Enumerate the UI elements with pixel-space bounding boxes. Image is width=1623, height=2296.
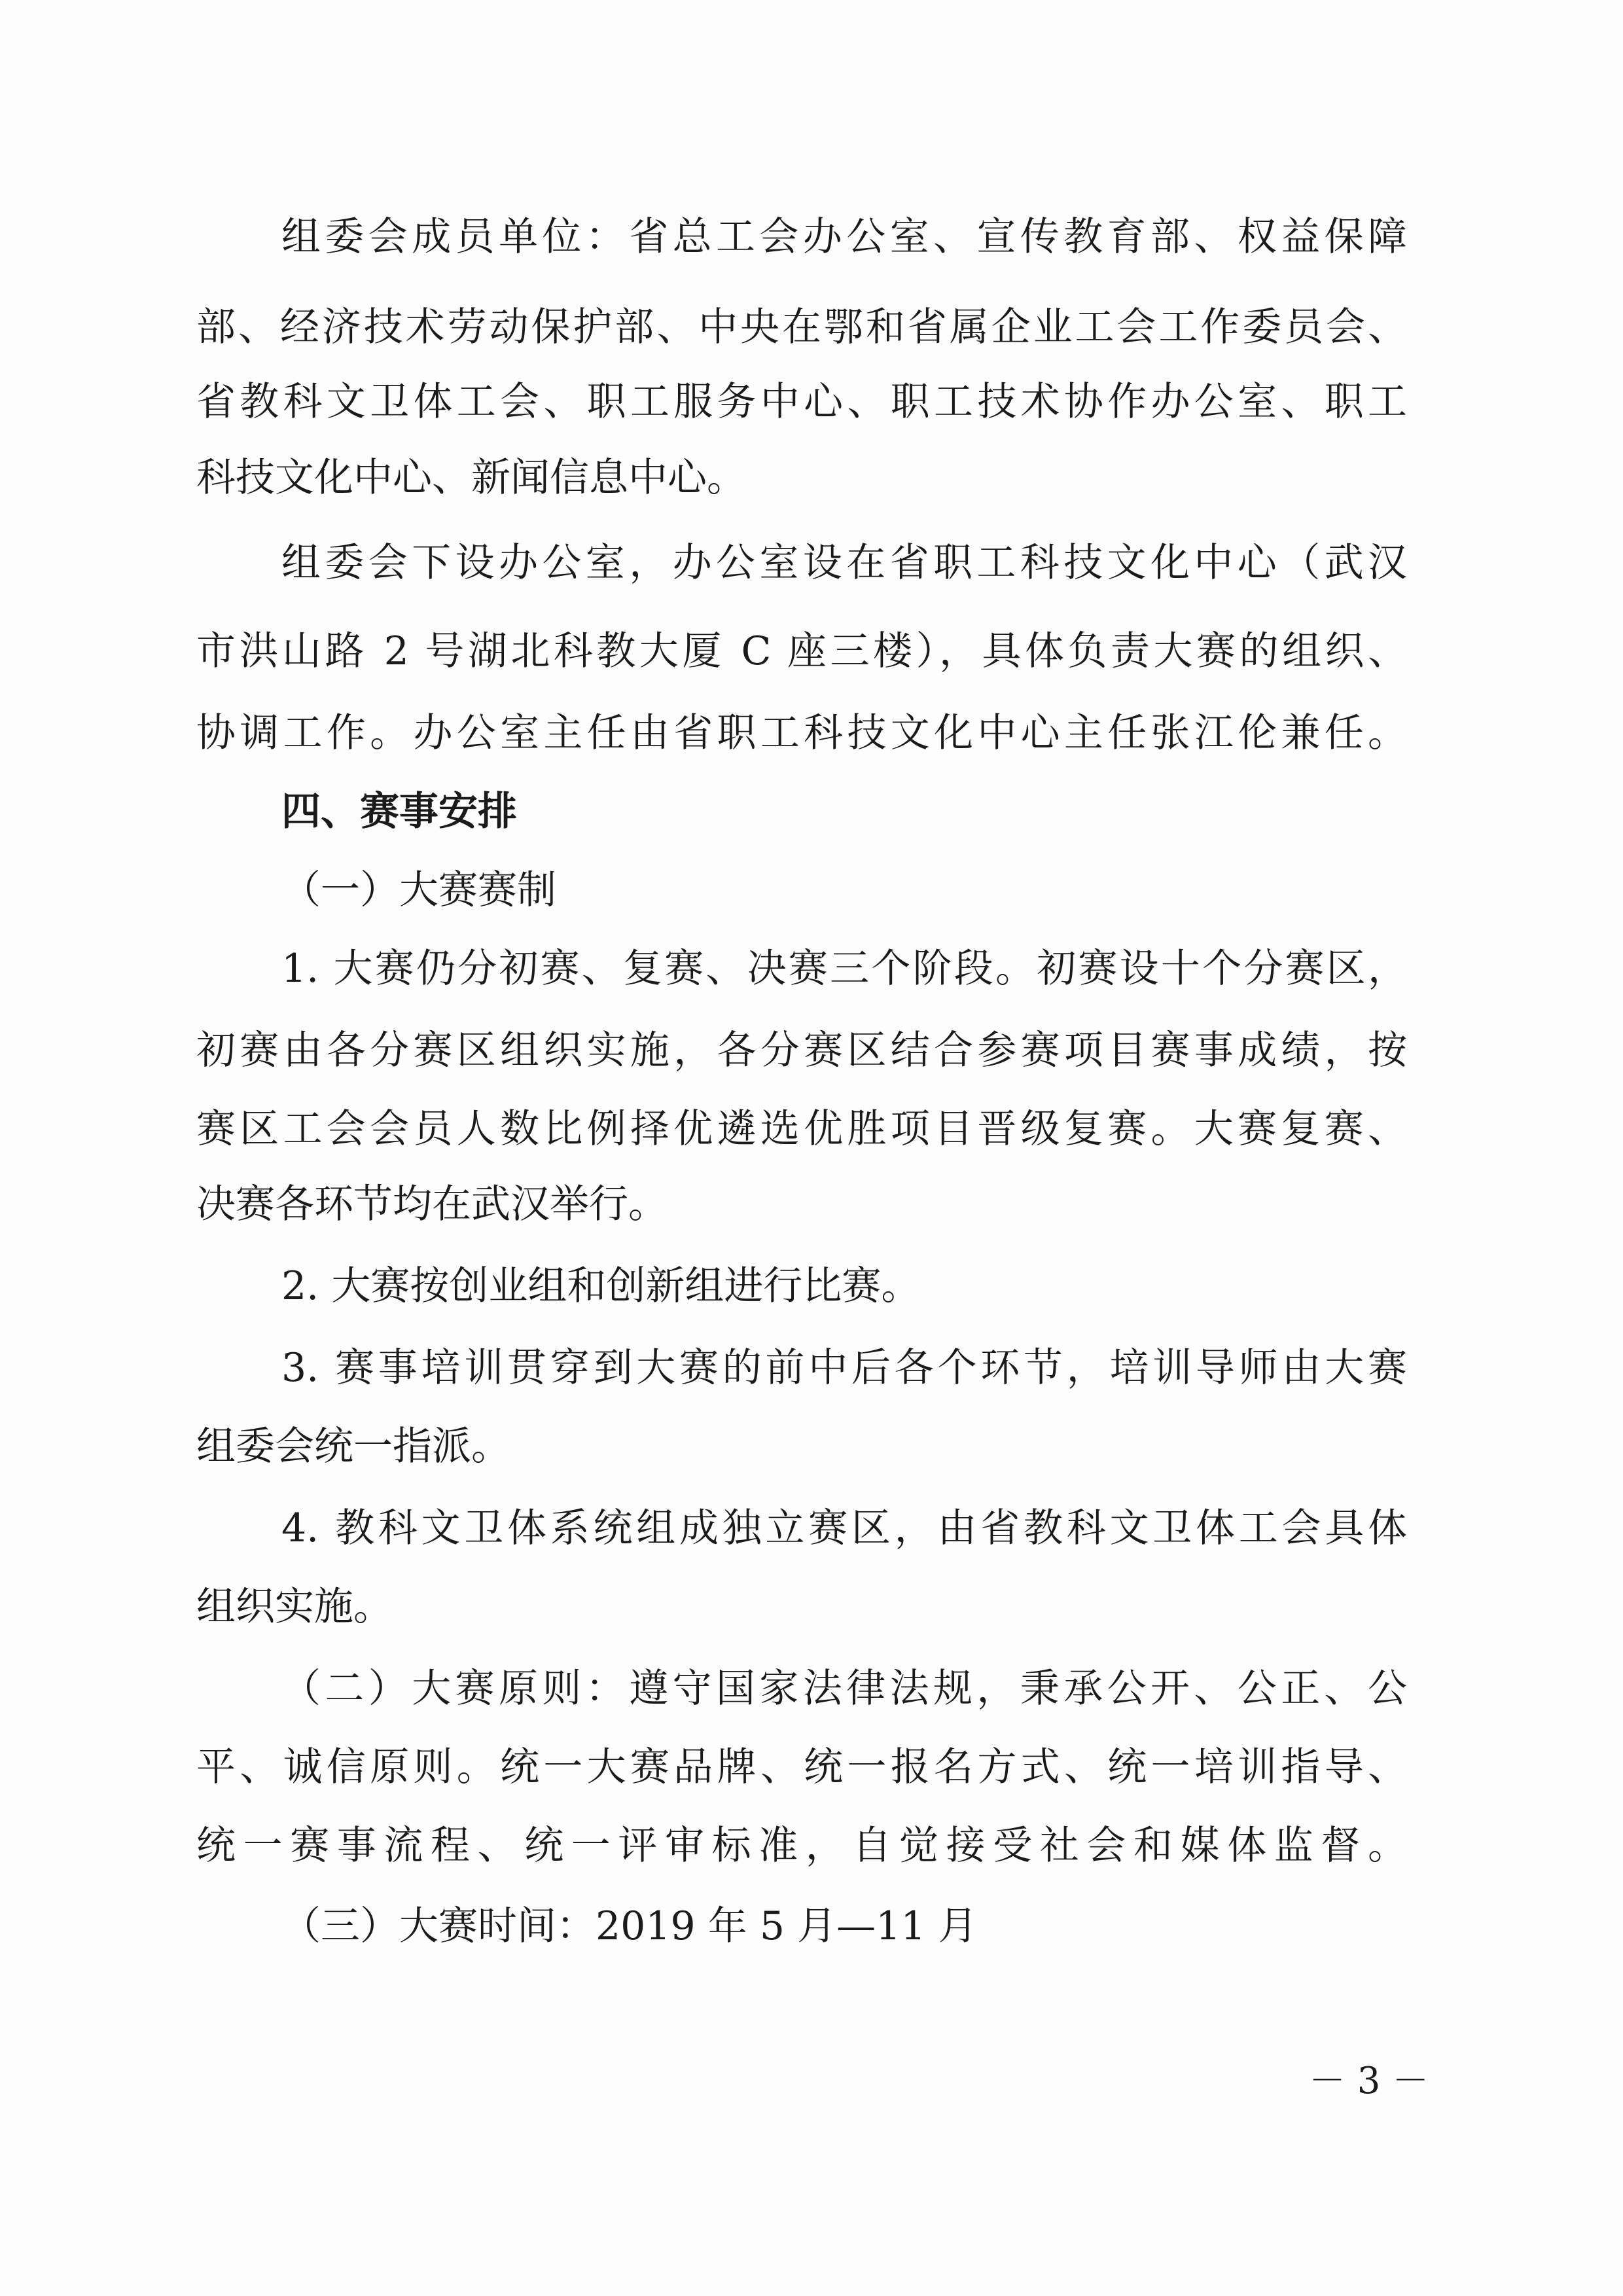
- item-1-line-1: 1. 大赛仍分初赛、复赛、决赛三个阶段。初赛设十个分赛区，: [281, 946, 1407, 992]
- subsection-3-line: （三）大赛时间：2019 年 5 月—11 月: [281, 1903, 978, 1949]
- members-paragraph-line-3: 省教科文卫体工会、职工服务中心、职工技术协作办公室、职工: [196, 379, 1407, 425]
- page-number: － 3 －: [1309, 2060, 1429, 2102]
- item-1-line-2: 初赛由各分赛区组织实施，各分赛区结合参赛项目赛事成绩，按: [196, 1028, 1407, 1073]
- subsection-2-line-2: 平、诚信原则。统一大赛品牌、统一报名方式、统一培训指导、: [196, 1744, 1407, 1790]
- item-3-line-1: 3. 赛事培训贯穿到大赛的前中后各个环节，培训导师由大赛: [281, 1345, 1407, 1391]
- item-3-line-2: 组委会统一指派。: [196, 1424, 510, 1469]
- subsection-2-line-1: （二）大赛原则：遵守国家法律法规，秉承公开、公正、公: [281, 1666, 1407, 1712]
- item-2-line: 2. 大赛按创业组和创新组进行比赛。: [281, 1263, 921, 1309]
- office-paragraph-line-2: 市洪山路 2 号湖北科教大厦 C 座三楼），具体负责大赛的组织、: [196, 628, 1407, 674]
- subsection-2-line-3: 统一赛事流程、统一评审标准，自觉接受社会和媒体监督。: [196, 1823, 1407, 1869]
- item-1-line-3: 赛区工会会员人数比例择优遴选优胜项目晋级复赛。大赛复赛、: [196, 1106, 1407, 1152]
- item-4-line-2: 组织实施。: [196, 1584, 393, 1630]
- members-paragraph-line-1: 组委会成员单位：省总工会办公室、宣传教育部、权益保障: [281, 214, 1407, 260]
- office-paragraph-line-1: 组委会下设办公室，办公室设在省职工科技文化中心（武汉: [281, 540, 1407, 586]
- subsection-1-heading: （一）大赛赛制: [281, 867, 556, 913]
- item-1-line-4: 决赛各环节均在武汉举行。: [196, 1181, 668, 1227]
- members-paragraph-line-4: 科技文化中心、新闻信息中心。: [196, 455, 746, 501]
- members-paragraph-line-2: 部、经济技术劳动保护部、中央在鄂和省属企业工会工作委员会、: [196, 304, 1407, 350]
- office-paragraph-line-3: 协调工作。办公室主任由省职工科技文化中心主任张江伦兼任。: [196, 710, 1407, 756]
- section-heading: 四、赛事安排: [281, 789, 517, 834]
- item-4-line-1: 4. 教科文卫体系统组成独立赛区，由省教科文卫体工会具体: [281, 1505, 1407, 1551]
